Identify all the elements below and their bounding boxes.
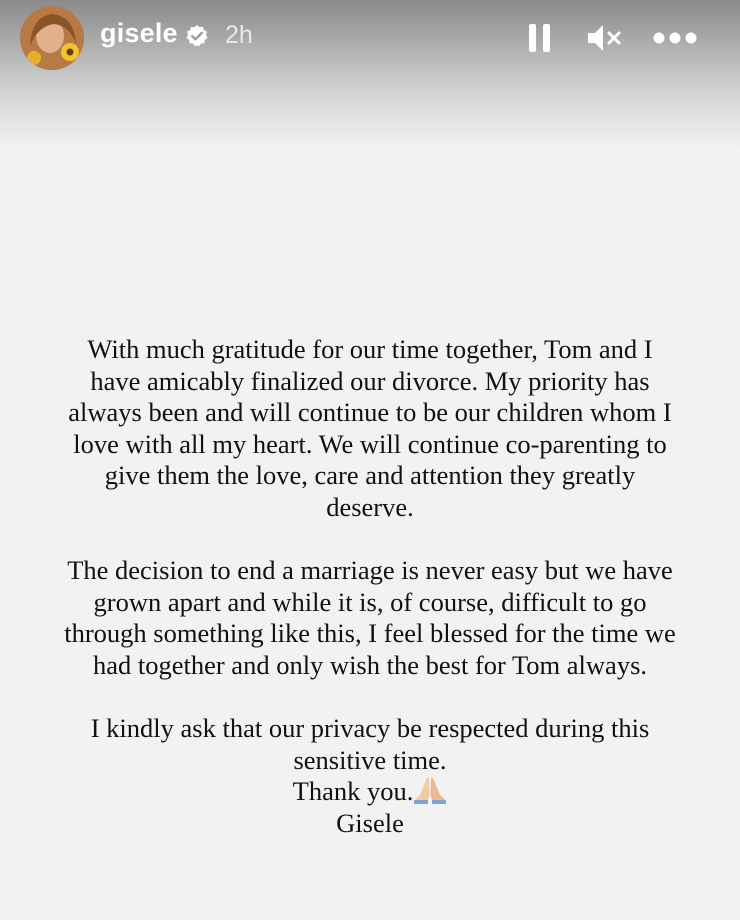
more-options-icon[interactable] xyxy=(653,30,697,46)
folded-hands-icon xyxy=(413,776,447,804)
thank-you-line xyxy=(60,776,680,808)
pause-icon[interactable] xyxy=(528,22,552,54)
message-paragraph-1: With much gratitude for our time together, Tom and I have amicably finalized our divorce. My priority has always been and will continue to be our children whom I love with all my heart. We will continue co-parenting to give them the love, care and attention they greatly deserve. xyxy=(68,334,672,522)
story-header xyxy=(0,0,740,80)
story-message xyxy=(60,334,680,840)
message-paragraph-3: I kindly ask that our privacy be respected during this sensitive time. xyxy=(90,713,650,775)
avatar-image xyxy=(20,6,84,70)
post-time: 2h xyxy=(225,21,253,49)
mute-icon[interactable] xyxy=(586,22,622,54)
profile-avatar[interactable] xyxy=(20,6,84,70)
message-paragraph-2: The decision to end a marriage is never easy but we have grown apart and while it is, of course, difficult to go through something like this, I feel blessed for the time we had together and only wish the best for Tom always. xyxy=(64,555,676,680)
thank-you-text: Thank you. xyxy=(292,776,414,807)
signature: Gisele xyxy=(336,807,404,838)
verified-badge-icon xyxy=(185,24,209,48)
username[interactable]: gisele xyxy=(100,18,178,48)
